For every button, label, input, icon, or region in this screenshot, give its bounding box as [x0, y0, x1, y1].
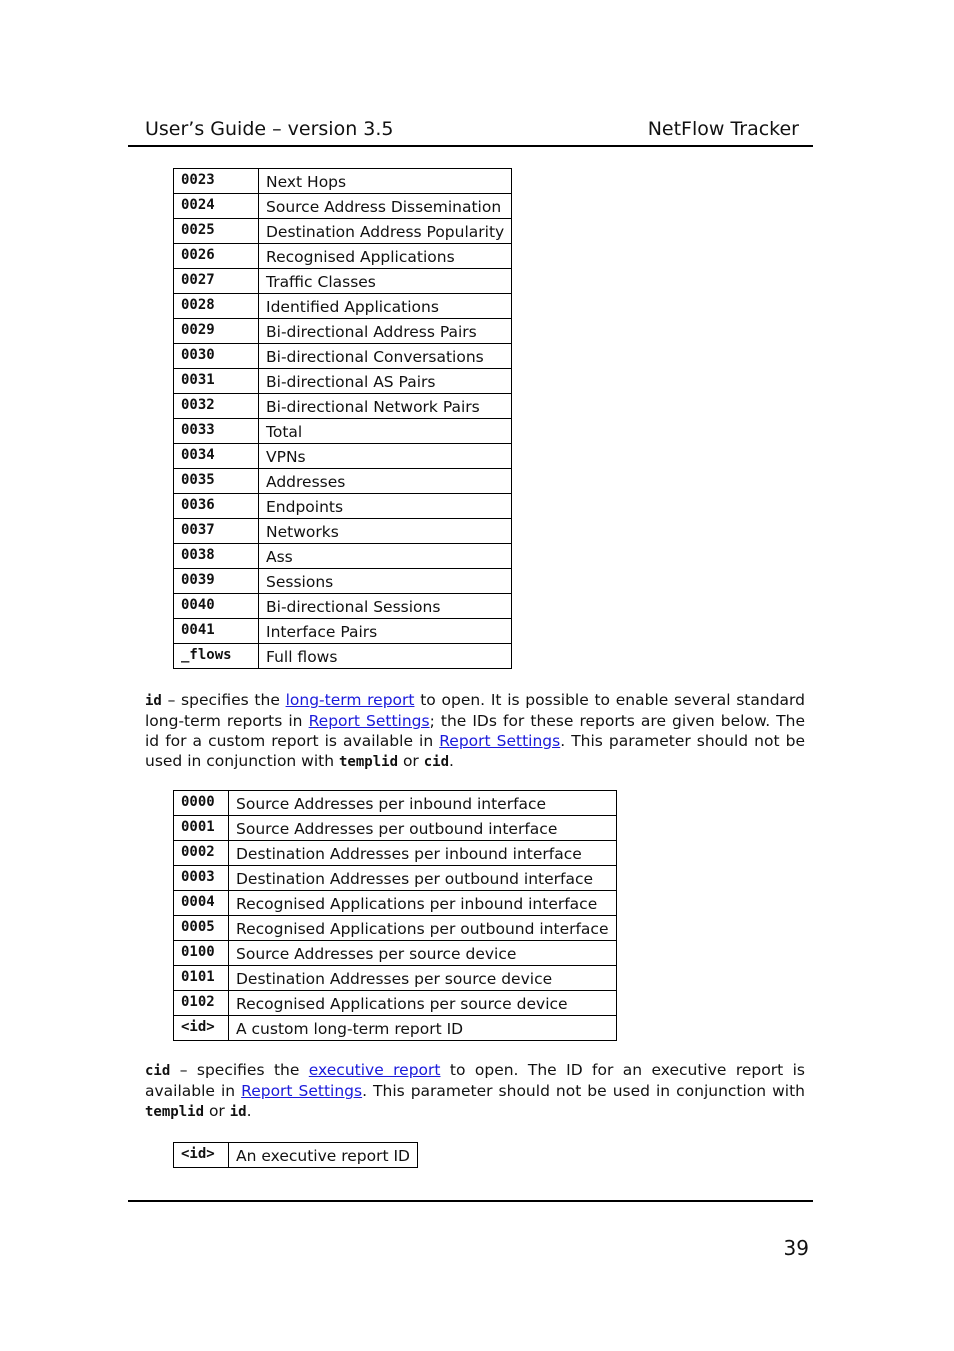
description-cell: Traffic Classes: [259, 269, 512, 294]
code-cell: 0032: [174, 394, 259, 419]
table-row: [174, 891, 617, 916]
table-row: [174, 444, 512, 469]
table-row: [174, 169, 512, 194]
description-cell: Bi-directional Address Pairs: [259, 319, 512, 344]
code-cell: _flows: [174, 644, 259, 669]
description-cell: Full flows: [259, 644, 512, 669]
header-rule: [128, 145, 813, 147]
description-cell: Recognised Applications per inbound interface: [229, 891, 617, 916]
text: – specifies the: [161, 691, 286, 709]
code-cell: <id>: [174, 1143, 229, 1168]
code-cell: <id>: [174, 1016, 229, 1041]
description-cell: Endpoints: [259, 494, 512, 519]
description-cell: Destination Addresses per source device: [229, 966, 617, 991]
table-row: [174, 244, 512, 269]
text: .: [246, 1102, 252, 1120]
table-row: [174, 594, 512, 619]
table-row: [174, 1016, 617, 1041]
text: or: [204, 1102, 230, 1120]
description-cell: Destination Addresses per outbound interface: [229, 866, 617, 891]
table-row: [174, 1143, 418, 1168]
code-cell: 0037: [174, 519, 259, 544]
table-row: [174, 419, 512, 444]
code-cell: 0025: [174, 219, 259, 244]
code-cell: 0102: [174, 991, 229, 1016]
table-row: [174, 219, 512, 244]
code-cell: 0002: [174, 841, 229, 866]
code-cell: 0041: [174, 619, 259, 644]
table-row: [174, 494, 512, 519]
code-cell: 0039: [174, 569, 259, 594]
description-cell: Interface Pairs: [259, 619, 512, 644]
code-cell: 0101: [174, 966, 229, 991]
cid-parameter-paragraph: [145, 1060, 805, 1122]
text: or: [398, 752, 424, 770]
report-codes-table: [173, 168, 512, 669]
header-title: User’s Guide – version 3.5: [145, 118, 394, 140]
code-cell: 0035: [174, 469, 259, 494]
table-row: [174, 991, 617, 1016]
code-cell: 0000: [174, 791, 229, 816]
code-id: id: [229, 1104, 247, 1120]
description-cell: Bi-directional Conversations: [259, 344, 512, 369]
table-row: [174, 916, 617, 941]
description-cell: Destination Address Popularity: [259, 219, 512, 244]
code-cell: 0001: [174, 816, 229, 841]
code-cell: 0038: [174, 544, 259, 569]
table-row: [174, 866, 617, 891]
footer-rule: [128, 1200, 813, 1202]
table-row: [174, 269, 512, 294]
table-row: [174, 791, 617, 816]
table-row: [174, 644, 512, 669]
table-row: [174, 469, 512, 494]
text: .: [449, 752, 454, 770]
long-term-report-ids-table: [173, 790, 617, 1041]
table-row: [174, 294, 512, 319]
code-cell: 0034: [174, 444, 259, 469]
id-parameter-paragraph: [145, 690, 805, 772]
text: . This parameter should not be used in conjunction with: [145, 732, 805, 770]
description-cell: Ass: [259, 544, 512, 569]
table-row: [174, 544, 512, 569]
table-row: [174, 519, 512, 544]
page-number: 39: [783, 1236, 809, 1260]
long-term-report-link[interactable]: long-term report: [285, 691, 415, 709]
param-id: id: [145, 693, 162, 709]
table-row: [174, 941, 617, 966]
description-cell: Source Addresses per inbound interface: [229, 791, 617, 816]
text: to open. The ID for an executive report is available in: [145, 1061, 805, 1100]
code-cell: 0030: [174, 344, 259, 369]
code-cell: 0100: [174, 941, 229, 966]
table-row: [174, 394, 512, 419]
code-cid: cid: [423, 754, 450, 770]
table-row: [174, 194, 512, 219]
text: ; the IDs for these reports are given below. The id for a custom report is available in: [145, 712, 806, 750]
description-cell: Next Hops: [259, 169, 512, 194]
table-row: [174, 966, 617, 991]
table-row: [174, 619, 512, 644]
code-templid: templid: [339, 754, 399, 770]
description-cell: Bi-directional Network Pairs: [259, 394, 512, 419]
code-cell: 0026: [174, 244, 259, 269]
executive-report-link[interactable]: executive report: [308, 1061, 441, 1079]
code-templid: templid: [145, 1104, 205, 1120]
description-cell: Networks: [259, 519, 512, 544]
report-settings-link[interactable]: Report Settings: [241, 1082, 363, 1100]
description-cell: Total: [259, 419, 512, 444]
description-cell: Bi-directional Sessions: [259, 594, 512, 619]
report-settings-link[interactable]: Report Settings: [439, 732, 561, 750]
code-cell: 0005: [174, 916, 229, 941]
description-cell: Recognised Applications per source device: [229, 991, 617, 1016]
code-cell: 0031: [174, 369, 259, 394]
param-cid: cid: [145, 1063, 171, 1079]
description-cell: An executive report ID: [229, 1143, 418, 1168]
report-settings-link[interactable]: Report Settings: [308, 712, 430, 730]
code-cell: 0023: [174, 169, 259, 194]
code-cell: 0003: [174, 866, 229, 891]
executive-report-id-table: [173, 1142, 418, 1168]
code-cell: 0004: [174, 891, 229, 916]
table-row: [174, 319, 512, 344]
code-cell: 0024: [174, 194, 259, 219]
description-cell: Addresses: [259, 469, 512, 494]
table-row: [174, 841, 617, 866]
description-cell: Sessions: [259, 569, 512, 594]
description-cell: Destination Addresses per inbound interface: [229, 841, 617, 866]
code-cell: 0036: [174, 494, 259, 519]
description-cell: VPNs: [259, 444, 512, 469]
text: . This parameter should not be used in conjunction with: [362, 1082, 805, 1100]
description-cell: Source Address Dissemination: [259, 194, 512, 219]
description-cell: Recognised Applications: [259, 244, 512, 269]
description-cell: A custom long-term report ID: [229, 1016, 617, 1041]
description-cell: Recognised Applications per outbound interface: [229, 916, 617, 941]
table-row: [174, 344, 512, 369]
description-cell: Bi-directional AS Pairs: [259, 369, 512, 394]
text: – specifies the: [170, 1061, 309, 1079]
table-row: [174, 369, 512, 394]
code-cell: 0040: [174, 594, 259, 619]
code-cell: 0033: [174, 419, 259, 444]
code-cell: 0028: [174, 294, 259, 319]
description-cell: Source Addresses per source device: [229, 941, 617, 966]
code-cell: 0029: [174, 319, 259, 344]
table-row: [174, 816, 617, 841]
table-row: [174, 569, 512, 594]
header-product: NetFlow Tracker: [647, 118, 799, 140]
description-cell: Identified Applications: [259, 294, 512, 319]
text: to open. It is possible to enable several standard long-term reports in: [145, 691, 805, 730]
code-cell: 0027: [174, 269, 259, 294]
description-cell: Source Addresses per outbound interface: [229, 816, 617, 841]
